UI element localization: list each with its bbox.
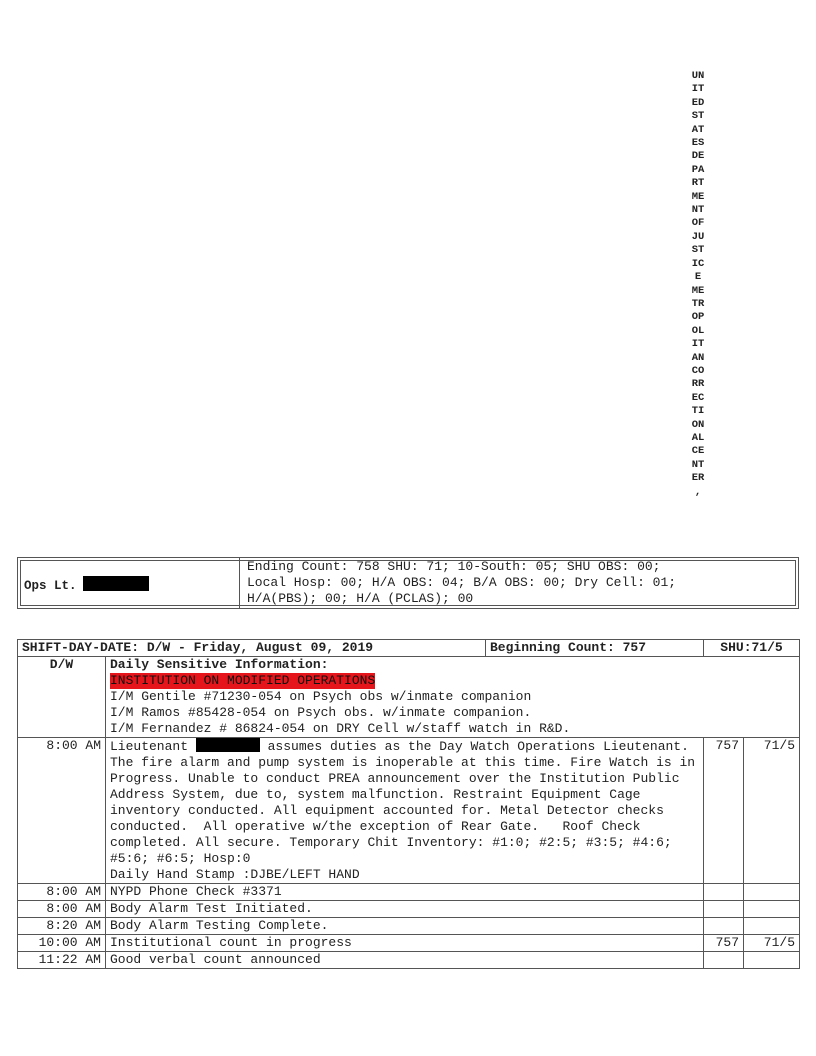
title-fragment: ER — [691, 472, 705, 485]
title-fragment: ES — [691, 137, 705, 150]
log-entry-row — [18, 952, 800, 969]
title-fragment: NT — [691, 458, 705, 471]
log-entry-row — [18, 901, 800, 918]
inmate-note: I/M Ramos #85428-054 on Psych obs. w/inmate companion. — [110, 705, 532, 720]
sensitive-info-row — [18, 657, 800, 738]
entry-count — [704, 952, 744, 969]
redaction-block — [83, 576, 149, 591]
entry-time: 8:00 AM — [18, 738, 106, 884]
entry-shu: 71/5 — [744, 935, 800, 952]
log-header-row — [18, 640, 800, 657]
title-fragment: ED — [691, 96, 705, 109]
title-fragment: OL — [691, 324, 705, 337]
shift-day-date: SHIFT-DAY-DATE: D/W - Friday, August 09, 2019 — [18, 640, 486, 657]
log-entry-row — [18, 884, 800, 901]
log-entry-row — [18, 738, 800, 884]
ops-label — [24, 576, 149, 593]
title-fragment: RT — [691, 177, 705, 190]
title-fragment: IT — [691, 338, 705, 351]
modified-operations-banner: INSTITUTION ON MODIFIED OPERATIONS — [110, 673, 376, 688]
title-fragment: TI — [691, 405, 705, 418]
entry-count — [704, 901, 744, 918]
title-fragment: NT — [691, 204, 705, 217]
ending-count-line: Ending Count: 758 SHU: 71; 10-South: 05; SHU OBS: 00; — [247, 559, 661, 574]
ending-count-line: H/A(PBS); 00; H/A (PCLAS); 00 — [247, 591, 474, 606]
log-entry-row — [18, 918, 800, 935]
ops-lieutenant-box — [17, 557, 799, 609]
entry-text: Body Alarm Testing Complete. — [106, 918, 704, 935]
entry-time: 8:20 AM — [18, 918, 106, 935]
title-fragment: UN — [691, 70, 705, 82]
title-fragment: CO — [691, 364, 705, 377]
entry-count — [704, 918, 744, 935]
title-fragment: TR — [691, 297, 705, 310]
title-fragment: E — [694, 271, 702, 284]
sensitive-title: Daily Sensitive Information: — [110, 657, 329, 672]
entry-shu — [744, 901, 800, 918]
ending-count — [247, 559, 676, 607]
entry-count — [704, 884, 744, 901]
entry-text: Body Alarm Test Initiated. — [106, 901, 704, 918]
entry-time: 8:00 AM — [18, 901, 106, 918]
title-fragment: ME — [691, 190, 705, 203]
ops-divider — [239, 558, 240, 608]
entry-text — [106, 738, 704, 884]
watch-code: D/W — [18, 657, 106, 738]
title-fragment: AN — [691, 351, 705, 364]
sensitive-info-cell — [106, 657, 800, 738]
entry-text-body: assumes duties as the Day Watch Operations Lieutenant. The fire alarm and pump system is inoperable at this time. Fire Watch is in Progress. Unable to conduct PREA announcement over the Institution Public Address System, due to, system malfunction. Restraint Equipment Cage inventory conducted. All equipment accounted for. Metal Detector checks conducted. All operative w/the exception of Rear Gate. Roof Check completed. All secure. Temporary Chit Inventory: #1:0; #2:5; #3:5; #4:6; #5:6; #6:5; Hosp:0 Daily Hand Stamp :DJBE/LEFT HAND — [110, 739, 696, 882]
title-fragment: ST — [691, 244, 705, 257]
entry-time: 10:00 AM — [18, 935, 106, 952]
title-fragment: OF — [691, 217, 705, 230]
title-fragment: EC — [691, 391, 705, 404]
entry-count: 757 — [704, 738, 744, 884]
entry-time: 11:22 AM — [18, 952, 106, 969]
title-fragment: AT — [691, 123, 705, 136]
title-fragment: IT — [691, 83, 705, 96]
entry-text: NYPD Phone Check #3371 — [106, 884, 704, 901]
inmate-note: I/M Fernandez # 86824-054 on DRY Cell w/staff watch in R&D. — [110, 721, 571, 736]
redaction-block — [196, 738, 260, 752]
title-fragment: JU — [691, 230, 705, 243]
ending-count-line: Local Hosp: 00; H/A OBS: 04; B/A OBS: 00; Dry Cell: 01; — [247, 575, 677, 590]
entry-count: 757 — [704, 935, 744, 952]
entry-shu — [744, 918, 800, 935]
title-fragment: PA — [691, 163, 705, 176]
header-shu: SHU:71/5 — [704, 640, 800, 657]
entry-text-prefix: Lieutenant — [110, 739, 196, 754]
title-fragment: RR — [691, 378, 705, 391]
entry-text: Good verbal count announced — [106, 952, 704, 969]
title-fragment: OP — [691, 311, 705, 324]
entry-text: Institutional count in progress — [106, 935, 704, 952]
title-fragment: ME — [691, 284, 705, 297]
title-fragment: , — [694, 485, 702, 498]
ops-label-text: Ops Lt. — [24, 579, 77, 593]
title-fragment: IC — [691, 257, 705, 270]
entry-shu — [744, 952, 800, 969]
entry-time: 8:00 AM — [18, 884, 106, 901]
entry-shu — [744, 884, 800, 901]
log-entry-row — [18, 935, 800, 952]
title-fragment: AL — [691, 431, 705, 444]
vertical-agency-title — [680, 70, 716, 499]
title-fragment: DE — [691, 150, 705, 163]
entry-shu: 71/5 — [744, 738, 800, 884]
title-fragment: CE — [691, 445, 705, 458]
beginning-count: Beginning Count: 757 — [486, 640, 704, 657]
title-fragment: ST — [691, 110, 705, 123]
shift-log-table — [17, 639, 800, 969]
title-fragment: ON — [691, 418, 705, 431]
inmate-note: I/M Gentile #71230-054 on Psych obs w/inmate companion — [110, 689, 532, 704]
